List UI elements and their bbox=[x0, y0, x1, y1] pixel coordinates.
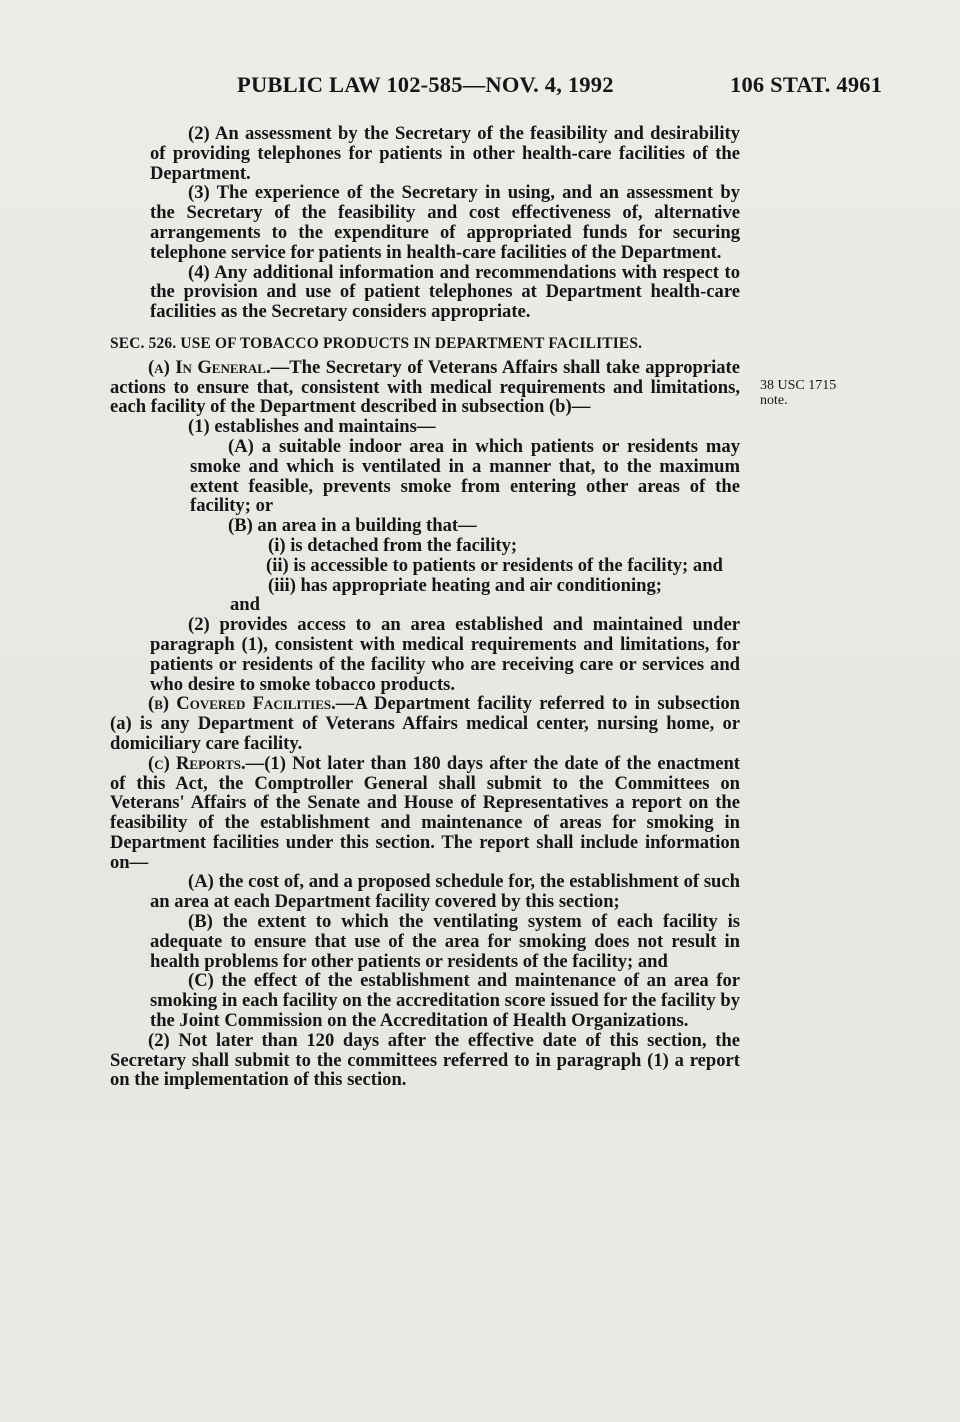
subsection-a bbox=[110, 358, 740, 417]
document-body bbox=[110, 124, 740, 1090]
subsection-c-text: —(1) Not later than 180 days after the date of the enactment of this Act, the Comptroller General shall submit to the Committees on Veterans' Affairs of the Senate and House of Representatives a report on the feasibility of the establishment and maintenance of areas for smoking in Department facilities under this section. The report shall include information on— bbox=[110, 752, 740, 873]
subsection-a-text: —The Secretary of Veterans Affairs shall take appropriate actions to ensure that, consistent with medical requirements and limitations, each facility of the Department described in subsection (b)— bbox=[110, 356, 740, 418]
subsection-a-1: (1) establishes and maintains— bbox=[188, 416, 436, 438]
section-heading: SEC. 526. USE OF TOBACCO PRODUCTS IN DEPARTMENT FACILITIES. bbox=[110, 334, 643, 352]
subsection-a-1-B: (B) an area in a building that— bbox=[228, 515, 477, 537]
subsection-c-1-C: (C) the effect of the establishment and maintenance of an area for smoking in each facility on the accreditation score issued for the facility by the Joint Commission on the Accreditation of Health Organizations. bbox=[150, 970, 740, 1032]
running-header bbox=[0, 72, 960, 102]
subsection-a-heading: (a) In General. bbox=[148, 356, 271, 378]
statute-page-number: 106 STAT. 4961 bbox=[730, 72, 883, 97]
subsection-a-1-B-iii: (iii) has appropriate heating and air conditioning; bbox=[268, 574, 662, 596]
subsection-b-text: —A Department facility referred to in subsection (a) is any Department of Veterans Affairs medical center, nursing home, or domiciliary care facility. bbox=[110, 693, 740, 754]
margin-note-label: note. bbox=[760, 393, 788, 408]
paragraph-4: (4) Any additional information and recommendations with respect to the provision and use of patient telephones at Department health-care facilities as the Secretary considers appropriate. bbox=[150, 261, 740, 323]
margin-note-citation: 38 USC 1715 bbox=[760, 378, 837, 393]
margin-note bbox=[760, 378, 870, 408]
subsection-a-2: (2) provides access to an area established and maintained under paragraph (1), consistent with medical requirements and limitations, for patients or residents of the facility who are receiving care or services and who desire to smoke tobacco products. bbox=[150, 614, 740, 695]
subsection-c-1-B: (B) the extent to which the ventilating system of each facility is adequate to ensure that use of the area for smoking does not result in health problems for other patients or residents of the facility; and bbox=[150, 911, 740, 972]
subsection-b bbox=[110, 694, 740, 753]
subsection-c bbox=[110, 754, 740, 873]
subsection-c-1-A: (A) the cost of, and a proposed schedule for, the establishment of such an area at each Department facility covered by this section; bbox=[150, 871, 740, 913]
public-law-title: PUBLIC LAW 102-585—NOV. 4, 1992 bbox=[237, 72, 614, 97]
subsection-a-1-B-ii: (ii) is accessible to patients or residents of the facility; and bbox=[266, 554, 723, 576]
subsection-c-heading: (c) Reports. bbox=[148, 752, 246, 774]
paragraph-3: (3) The experience of the Secretary in using, and an assessment by the Secretary of the feasibility and cost effectiveness of, alternative arrangements to the expenditure of appropriated funds for securing telephone service for patients in health-care facilities of the Department. bbox=[150, 182, 740, 263]
subsection-a-1-B-i: (i) is detached from the facility; bbox=[268, 534, 518, 556]
subsection-c-2: (2) Not later than 120 days after the effective date of this section, the Secretary shall submit to the committees referred to in paragraph (1) a report on the implementation of this section. bbox=[110, 1029, 740, 1091]
subsection-a-1-and: and bbox=[230, 594, 260, 616]
subsection-a-1-A: (A) a suitable indoor area in which patients or residents may smoke and which is ventilated in a manner that, to the maximum extent feasible, prevents smoke from entering other areas of the facility; or bbox=[190, 435, 740, 517]
paragraph-2: (2) An assessment by the Secretary of the feasibility and desirability of providing telephones for patients in other health-care facilities of the Department. bbox=[150, 123, 740, 184]
subsection-b-heading: (b) Covered Facilities. bbox=[148, 693, 336, 715]
